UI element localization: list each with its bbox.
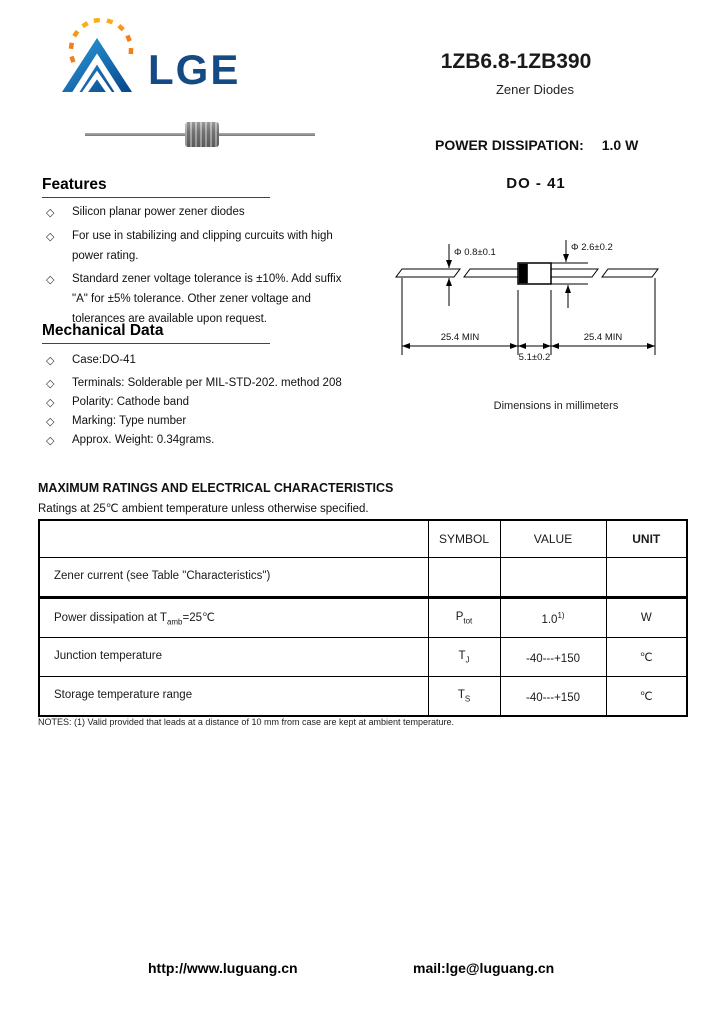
value-cell [500, 558, 606, 598]
value-text: -40---+150 [525, 691, 580, 704]
dimensions-caption: Dimensions in millimeters [493, 400, 619, 412]
parameter-header-cell [39, 520, 428, 558]
ratings-table [38, 519, 688, 717]
table-row [39, 638, 687, 677]
feature-text: Silicon planar power zener diodes [72, 206, 245, 218]
value-cell [500, 638, 606, 677]
product-type: Zener Diodes [495, 82, 575, 97]
value-cell [500, 598, 606, 638]
footer-email-link[interactable]: mail:lge@luguang.cn [413, 960, 555, 976]
table-header-row [39, 520, 687, 558]
power-dissipation-line [435, 137, 638, 153]
mechanical-data-heading: Mechanical Data [42, 322, 270, 344]
table-row [39, 558, 687, 598]
features-list [46, 202, 364, 332]
table-row [39, 598, 687, 638]
diamond-bullet-icon: ◇ [46, 435, 55, 447]
part-number: 1ZB6.8-1ZB390 [440, 50, 592, 73]
body-diameter-label: Φ 2.6±0.2 [571, 242, 613, 253]
diode-photo [85, 118, 315, 150]
symbol-cell [428, 558, 500, 598]
list-item [46, 375, 406, 393]
parameter-cell [39, 558, 428, 598]
symbol-text: T [457, 688, 465, 701]
symbol-sub: J [465, 655, 470, 665]
mechanical-data-list [46, 352, 406, 451]
list-item [46, 394, 406, 412]
parameter-text: Zener current (see Table "Characteristics") [54, 569, 271, 582]
unit-cell [606, 558, 687, 598]
unit-cell: ℃ [606, 677, 687, 717]
table-note: NOTES: (1) Valid provided that leads at a distance of 10 mm from case are kept at ambient temperature. [38, 717, 455, 727]
mechanical-text: Terminals: Solderable per MIL-STD-202. method 208 [72, 377, 342, 389]
features-heading: Features [42, 176, 270, 198]
list-item [46, 202, 364, 223]
parameter-text: Storage temperature range [54, 688, 193, 701]
feature-text: Standard zener voltage tolerance is ±10%. Add suffix "A" for ±5% tolerance. Other zener voltage and tolerances are available upon request. [72, 273, 342, 325]
diode-body [185, 122, 219, 147]
diamond-bullet-icon: ◇ [46, 355, 55, 367]
symbol-cell [428, 677, 500, 717]
diamond-bullet-icon: ◇ [46, 397, 55, 409]
package-outline-drawing [390, 228, 670, 368]
mechanical-text: Polarity: Cathode band [72, 396, 189, 408]
diamond-bullet-icon: ◇ [46, 416, 55, 428]
power-dissipation-label: POWER DISSIPATION: [435, 137, 584, 153]
title-block [416, 50, 616, 74]
unit-cell: ℃ [606, 638, 687, 677]
left-lead-length-label: 25.4 MIN [440, 332, 480, 343]
diamond-bullet-icon: ◇ [46, 274, 55, 286]
diamond-bullet-icon: ◇ [46, 378, 55, 390]
ratings-table-wrap [38, 519, 688, 717]
ratings-heading: MAXIMUM RATINGS AND ELECTRICAL CHARACTERISTICS [38, 481, 394, 495]
symbol-header-cell: SYMBOL [428, 520, 500, 558]
mechanical-text: Marking: Type number [72, 415, 187, 427]
body-length-label: 5.1±0.2 [518, 352, 551, 363]
right-lead-length-label: 25.4 MIN [583, 332, 623, 343]
parameter-cell [39, 677, 428, 717]
diode-outline-icon [396, 263, 658, 284]
logo-text: LGE [148, 46, 241, 93]
parameter-text: Power dissipation at T [54, 611, 167, 624]
parameter-text: Junction temperature [54, 649, 163, 662]
unit-cell: W [606, 598, 687, 638]
parameter-sub: amb [166, 617, 183, 627]
lead-diameter-label: Φ 0.8±0.1 [454, 247, 496, 258]
value-cell [500, 677, 606, 717]
symbol-cell [428, 598, 500, 638]
parameter-cell [39, 638, 428, 677]
power-dissipation-value: 1.0 W [601, 137, 639, 153]
symbol-sub: tot [463, 616, 473, 626]
parameter-rest: =25℃ [182, 611, 215, 624]
list-item [46, 432, 406, 450]
symbol-text: T [458, 649, 466, 662]
feature-text: For use in stabilizing and clipping curcuits with high power rating. [72, 230, 333, 262]
value-header-cell: VALUE [500, 520, 606, 558]
cathode-band [519, 264, 528, 283]
mechanical-text: Approx. Weight: 0.34grams. [72, 434, 215, 446]
symbol-cell [428, 638, 500, 677]
list-item [46, 269, 364, 329]
ratings-subheading: Ratings at 25℃ ambient temperature unless otherwise specified. [38, 503, 369, 515]
symbol-text: P [455, 610, 464, 623]
value-text: -40---+150 [525, 652, 580, 665]
parameter-cell [39, 598, 428, 638]
unit-header-cell: UNIT [606, 520, 687, 558]
package-name: DO - 41 [506, 175, 566, 192]
table-row [39, 677, 687, 717]
list-item [46, 226, 364, 266]
list-item [46, 352, 406, 370]
footer-website-link[interactable]: http://www.luguang.cn [148, 960, 298, 976]
value-sup: 1) [557, 610, 565, 620]
diamond-bullet-icon: ◇ [46, 207, 55, 219]
value-text: 1.0 [541, 613, 558, 626]
list-item [46, 413, 406, 431]
symbol-sub: S [464, 694, 471, 704]
company-logo [52, 18, 242, 96]
diamond-bullet-icon: ◇ [46, 231, 55, 243]
mechanical-text: Case:DO-41 [72, 354, 136, 366]
